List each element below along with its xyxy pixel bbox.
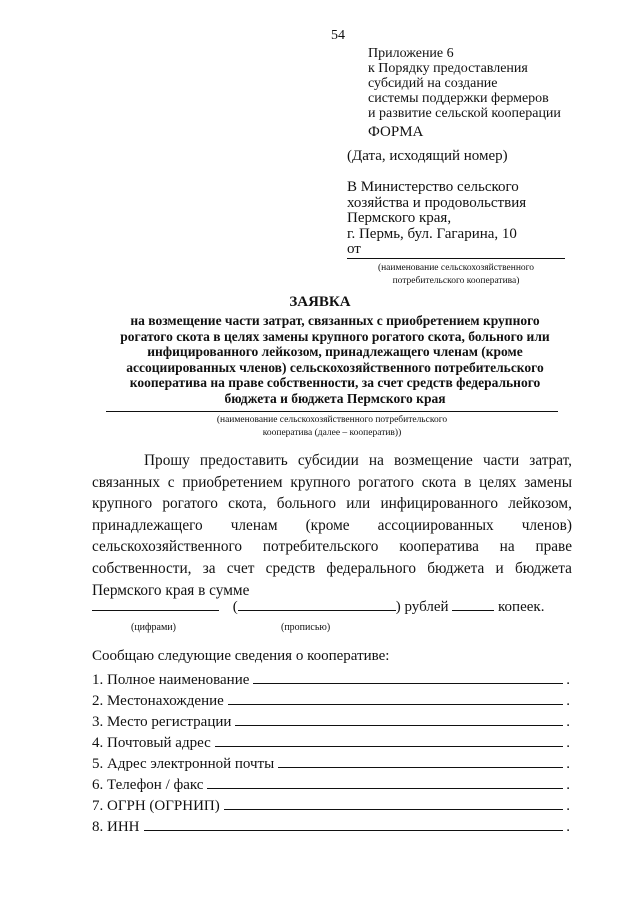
info-label: 1. Полное наименование <box>92 672 250 688</box>
info-label: 8. ИНН <box>92 819 140 835</box>
request-word: затрат, <box>529 452 572 469</box>
request-word: субсидии <box>297 452 359 469</box>
info-input-line[interactable] <box>207 774 563 789</box>
info-input-line[interactable] <box>228 690 563 705</box>
request-word: лейкозом, <box>508 495 572 513</box>
request-word: рогатого <box>358 473 414 491</box>
request-last-line: Пермского края в сумме <box>92 581 250 599</box>
request-words <box>92 472 572 494</box>
request-word: потребительского <box>262 538 379 556</box>
request-line <box>92 450 572 472</box>
request-word: с <box>167 473 175 491</box>
info-row <box>92 690 570 710</box>
request-word: кооператива <box>399 538 479 556</box>
request-words <box>92 515 572 537</box>
request-word: на <box>499 538 515 556</box>
info-label: 3. Место регистрации <box>92 714 232 730</box>
addressee-line: г. Пермь, бул. Гагарина, 10 <box>347 225 517 242</box>
request-line <box>92 558 572 580</box>
request-word: бюджета <box>427 559 485 577</box>
caption-line: (наименование сельскохозяйственного <box>377 263 535 273</box>
amount-words-field[interactable] <box>238 596 396 611</box>
document-subtitle: на возмещение части затрат, связанных с приобретением крупного рогатого скота в целях замены крупного рогатого скота, больного или инфицированного лейкозом, принадлежащего членам (кроме ассоциированных членов) сельскохозяйственного потребительского кооператива на праве собственности, за счет средств федерального бюджета и бюджета Пермского края <box>120 313 550 406</box>
request-words <box>92 558 572 580</box>
request-word: или <box>346 495 371 513</box>
request-word: больного <box>276 495 336 513</box>
request-word: членов) <box>521 516 572 534</box>
date-line: (Дата, исходящий номер) <box>347 148 508 164</box>
addressee-line: Пермского края, <box>347 210 452 226</box>
addressee-line: В Министерство сельского <box>347 179 519 195</box>
info-dot: . <box>566 777 570 793</box>
request-word: сельскохозяйственного <box>92 538 243 556</box>
request-word: счет <box>226 559 255 577</box>
amount-row <box>92 596 544 616</box>
from-caption <box>347 262 565 288</box>
request-word: крупного <box>290 473 351 491</box>
request-word: (кроме <box>305 516 350 534</box>
request-word: части <box>482 452 520 469</box>
request-word: предоставить <box>199 452 288 469</box>
appendix-line: субсидий на создание <box>368 76 498 91</box>
info-row <box>92 774 570 794</box>
request-word: бюджета <box>514 559 572 577</box>
request-word: и <box>495 559 504 577</box>
info-row <box>92 711 570 731</box>
request-word: возмещение <box>394 452 473 469</box>
appendix-line: и развитие сельской кооперации <box>368 106 561 121</box>
amount-kopecks-field[interactable] <box>452 596 494 611</box>
request-word: федерального <box>326 559 417 577</box>
request-line <box>92 536 572 558</box>
appendix-line: Приложение 6 <box>368 46 454 61</box>
appendix-line: системы поддержки фермеров <box>368 91 549 106</box>
coop-caption <box>106 414 558 440</box>
info-dot: . <box>566 735 570 751</box>
info-row <box>92 816 570 836</box>
info-dot: . <box>566 756 570 772</box>
form-label: ФОРМА <box>368 124 424 140</box>
info-label: 4. Почтовый адрес <box>92 735 211 751</box>
request-word: принадлежащего <box>92 516 203 534</box>
info-label: 6. Телефон / факс <box>92 777 204 793</box>
info-row <box>92 732 570 752</box>
addressee-block <box>347 180 526 258</box>
amount-digits-field[interactable] <box>92 596 219 611</box>
request-word: замены <box>524 473 572 491</box>
info-row <box>92 753 570 773</box>
caption-line: потребительского кооператива) <box>392 276 520 286</box>
request-words <box>144 450 572 472</box>
request-words <box>92 493 572 515</box>
request-line <box>92 515 572 537</box>
info-dot: . <box>566 672 570 688</box>
request-words <box>92 536 572 558</box>
request-word: связанных <box>92 473 160 491</box>
request-word: скота <box>421 473 457 491</box>
request-word: приобретением <box>182 473 283 491</box>
addressee-line: от <box>347 241 361 257</box>
info-input-line[interactable] <box>224 795 563 810</box>
request-word: ассоциированных <box>377 516 494 534</box>
appendix-block <box>368 46 561 121</box>
request-line <box>92 472 572 494</box>
request-word: собственности, <box>92 559 192 577</box>
amount-open-paren: ( <box>232 599 238 615</box>
info-input-line[interactable] <box>278 753 563 768</box>
addressee-line: хозяйства и продовольствия <box>347 194 527 211</box>
request-word: крупного <box>92 495 153 513</box>
info-label: 5. Адрес электронной почты <box>92 756 275 772</box>
words-caption: (прописью) <box>281 622 331 633</box>
info-input-line[interactable] <box>144 816 564 831</box>
digits-caption: (цифрами) <box>131 622 176 633</box>
request-word: за <box>202 559 216 577</box>
info-dot: . <box>566 714 570 730</box>
request-word: средств <box>265 559 316 577</box>
info-label: 7. ОГРН (ОГРНИП) <box>92 798 220 814</box>
info-dot: . <box>566 798 570 814</box>
info-header: Сообщаю следующие сведения о кооперативе: <box>92 648 390 664</box>
info-row <box>92 795 570 815</box>
request-line <box>92 493 572 515</box>
request-word: инфицированного <box>380 495 498 513</box>
request-word: на <box>368 452 384 469</box>
info-input-line[interactable] <box>215 732 563 747</box>
amount-kop-label: копеек. <box>498 599 545 615</box>
request-word: членам <box>230 516 278 534</box>
info-input-line[interactable] <box>235 711 563 726</box>
amount-rub-label: ) рублей <box>395 599 449 615</box>
request-word: скота, <box>228 495 267 513</box>
info-row <box>92 669 570 689</box>
coop-name-blank-line[interactable] <box>106 411 558 412</box>
request-word: целях <box>479 473 517 491</box>
request-word: праве <box>535 538 572 556</box>
caption-line: кооператива (далее – кооператив)) <box>262 428 402 438</box>
appendix-line: к Порядку предоставления <box>368 61 528 76</box>
info-dot: . <box>566 819 570 835</box>
info-input-line[interactable] <box>253 669 563 684</box>
request-word: Прошу <box>144 452 190 469</box>
from-blank-line[interactable] <box>347 258 565 259</box>
info-label: 2. Местонахождение <box>92 693 224 709</box>
caption-line: (наименование сельскохозяйственного потребительского <box>216 415 448 425</box>
document-title: ЗАЯВКА <box>289 294 351 310</box>
request-word: рогатого <box>162 495 218 513</box>
page-number: 54 <box>331 28 345 43</box>
info-dot: . <box>566 693 570 709</box>
request-paragraph <box>92 450 572 601</box>
request-word: в <box>464 473 472 491</box>
